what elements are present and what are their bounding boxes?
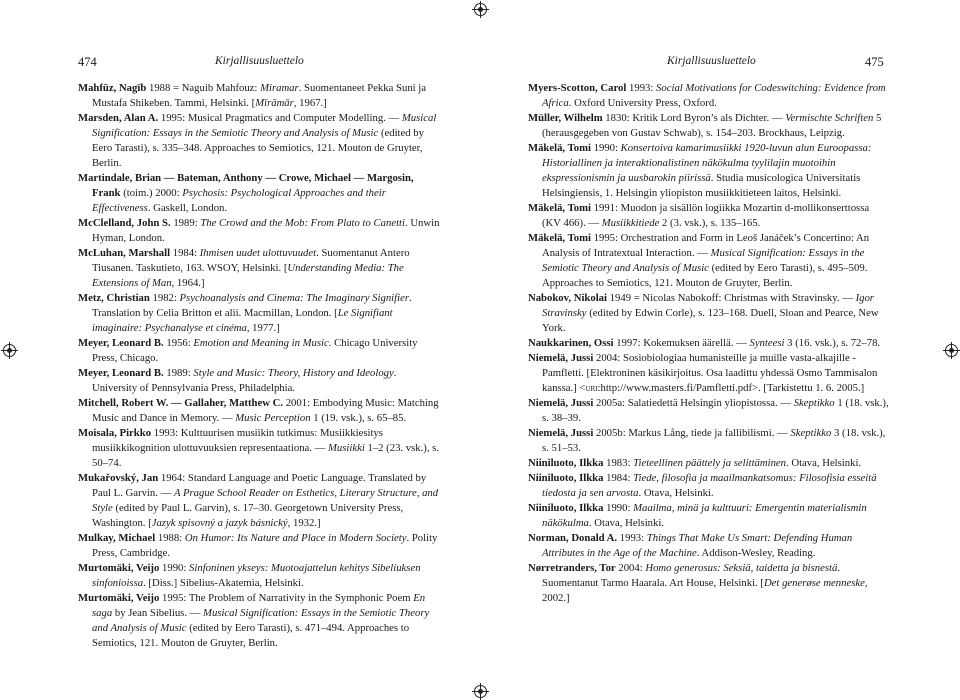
bibliography-entry: Müller, Wilhelm 1830: Kritik Lord Byron’s als Dichter. — Vermischte Schriften 5 (herausgegeben von Gustav Schwab), s. 154–203. Brockhaus, Leipzig. — [528, 112, 882, 139]
bibliography-entry: Niemelä, Jussi 2005a: Salatiedettä Helsingin yliopistossa. — Skeptikko 1 (18. vsk.), s. 38–39. — [528, 397, 889, 424]
bibliography-entry: Martindale, Brian — Bateman, Anthony — Crowe, Michael — Margosin, Frank (toim.) 2000: Psychosis: Psychological Approaches and their Effectiveness. Gaskell, London. — [78, 172, 414, 214]
bibliography-entry: Mäkelä, Tomi 1995: Orchestration and Form in Leoš Janáček’s Concertino: An Analysis of Intratextual Interaction. — Musical Signification: Essays in the Semiotic Theory and Analysis of Music (edited by Eero Tarasti), s. 495–509. Approaches to Semiotics, 121. Mouton de Gruyter, Berlin. — [528, 232, 870, 289]
bibliography-entry: Niiniluoto, Ilkka 1984: Tiede, filosofia ja maailmankatsomus: Filosofisia esseitä tiedosta ja sen arvosta. Otava, Helsinki. — [528, 472, 877, 499]
running-head: Kirjallisuusluettelo — [215, 55, 304, 67]
bibliography-entry: Mulkay, Michael 1988: On Humor: Its Nature and Place in Modern Society. Polity Press, Cambridge. — [78, 532, 438, 559]
bibliography-entry: Naukkarinen, Ossi 1997: Kokemuksen äärellä. — Synteesi 3 (16. vsk.), s. 72–78. — [528, 337, 881, 349]
bibliography-entry: Myers-Scotton, Carol 1993: Social Motivations for Codeswitching: Evidence from Africa. Oxford University Press, Oxford. — [528, 82, 886, 109]
bibliography-entry: Meyer, Leonard B. 1989: Style and Music: Theory, History and Ideology. University of Pennsylvania Press, Philadelphia. — [78, 367, 397, 394]
bibliography-entry: Meyer, Leonard B. 1956: Emotion and Meaning in Music. Chicago University Press, Chicago. — [78, 337, 418, 364]
bibliography-entry: Nabokov, Nikolai 1949 = Nicolas Nabokoff: Christmas with Stravinsky. — Igor Stravinsky (edited by Edwin Corle), s. 123–168. Duell, Sloan and Pearce, New York. — [528, 292, 879, 334]
left-page — [0, 0, 480, 699]
bibliography-entry: Nørretranders, Tor 2004: Homo generosus: Seksiä, taidetta ja bisnestä. Suomentanut Tarmo Haarala. Art House, Helsinki. [Det generøse menneske, 2002.] — [528, 562, 868, 604]
bibliography-entry: McClelland, John S. 1989: The Crowd and the Mob: From Plato to Canetti. Unwin Hyman, London. — [78, 217, 440, 244]
right-page — [480, 0, 960, 699]
bibliography-entry: Norman, Donald A. 1993: Things That Make Us Smart: Defending Human Attributes in the Age of the Machine. Addison-Wesley, Reading. — [528, 532, 853, 559]
bibliography-entry: Niiniluoto, Ilkka 1990: Maailma, minä ja kulttuuri: Emergentin materialismin näkökulma. Otava, Helsinki. — [528, 502, 867, 529]
bibliography-entry: Niemelä, Jussi 2004: Sosiobiologiaa humanisteille ja muille vasta-alkajille - Pamfletti. [Elektroninen käsikirjoitus. Osa laadittu yhdessä Osmo Tammisalon kanssa.] <uri:http://www.masters.fi/Pamfletti.pdf>. [Tarkistettu 1. 6. 2005.] — [528, 352, 878, 394]
bibliography-entry: Marsden, Alan A. 1995: Musical Pragmatics and Computer Modelling. — Musical Signification: Essays in the Semiotic Theory and Analysis of Music (edited by Eero Tarasti), s. 335–348. Approaches to Semiotics, 121. Mouton de Gruyter, Berlin. — [78, 112, 437, 169]
bibliography-column — [528, 81, 890, 606]
bibliography-entry: Moisala, Pirkko 1993: Kulttuurisen musiikin tutkimus: Musiikkiesitys musiikkikognition ulottuvuuksien representaationa. — Musiikki 1–2 (23. vsk.), s. 50–74. — [78, 427, 440, 469]
bibliography-entry: Mahfūz, Nagīb 1988 = Naguib Mahfouz: Miramar. Suomentaneet Pekka Suni ja Mustafa Shikeben. Tammi, Helsinki. [Mīrāmār, 1967.] — [78, 82, 427, 109]
bibliography-entry: Murtomäki, Veijo 1995: The Problem of Narrativity in the Symphonic Poem En saga by Jean Sibelius. — Musical Signification: Essays in the Semiotic Theory and Analysis of Music (edited by Eero Tarasti), s. 471–494. Approaches to Semiotics, 121. Mouton de Gruyter, Berlin. — [78, 592, 430, 649]
bibliography-entry: Niiniluoto, Ilkka 1983: Tieteellinen päättely ja selittäminen. Otava, Helsinki. — [528, 457, 862, 469]
bibliography-entry: Mitchell, Robert W. — Gallaher, Matthew C. 2001: Embodying Music: Matching Music and Dance in Memory. — Music Perception 1 (19. vsk.), s. 65–85. — [78, 397, 439, 424]
bibliography-entry: Murtomäki, Veijo 1990: Sinfoninen ykseys: Muotoajattelun kehitys Sibeliuksen sinfonioissa. [Diss.] Sibelius-Akatemia, Helsinki. — [78, 562, 421, 589]
page-number: 475 — [865, 55, 884, 69]
bibliography-column — [78, 81, 440, 651]
bibliography-entry: Mukařovský, Jan 1964: Standard Language and Poetic Language. Translated by Paul L. Garvin. — A Prague School Reader on Esthetics, Literary Structure, and Style (edited by Paul L. Garvin), s. 17–30. Georgetown University Press, Washington. [Jazyk spisovný a jazyk básnický, 1932.] — [78, 472, 439, 529]
bibliography-entry: Mäkelä, Tomi 1990: Konsertoiva kamarimusiikki 1920-luvun alun Euroopassa: Historiallinen ja interaktionalistinen näkökulma tyylilajin muotoihin ekspressionismin ja uusbarokin piirissä. Studia musicologica Universitatis Helsingiensis, 1. Helsingin yliopiston musiikkitieteen laitos, Helsinki. — [528, 142, 872, 199]
bibliography-entry: Niemelä, Jussi 2005b: Markus Lång, tiede ja fallibilismi. — Skeptikko 3 (18. vsk.), s. 51–53. — [528, 427, 886, 454]
running-head: Kirjallisuusluettelo — [667, 55, 756, 67]
bibliography-entry: Metz, Christian 1982: Psychoanalysis and Cinema: The Imaginary Signifier. Translation by Celia Britton et alii. Macmillan, London. [Le Signifiant imaginaire: Psychanalyse et cinéma, 1977.] — [78, 292, 412, 334]
bibliography-entry: McLuhan, Marshall 1984: Ihmisen uudet ulottuvuudet. Suomentanut Antero Tiusanen. Taskutieto, 163. WSOY, Helsinki. [Understanding Media: The Extensions of Man, 1964.] — [78, 247, 410, 289]
bibliography-entry: Mäkelä, Tomi 1991: Muodon ja sisällön logiikka Mozartin d-mollikonserttossa (KV 466). — Musiikkitiede 2 (3. vsk.), s. 135–165. — [528, 202, 870, 229]
page-number: 474 — [78, 55, 97, 69]
